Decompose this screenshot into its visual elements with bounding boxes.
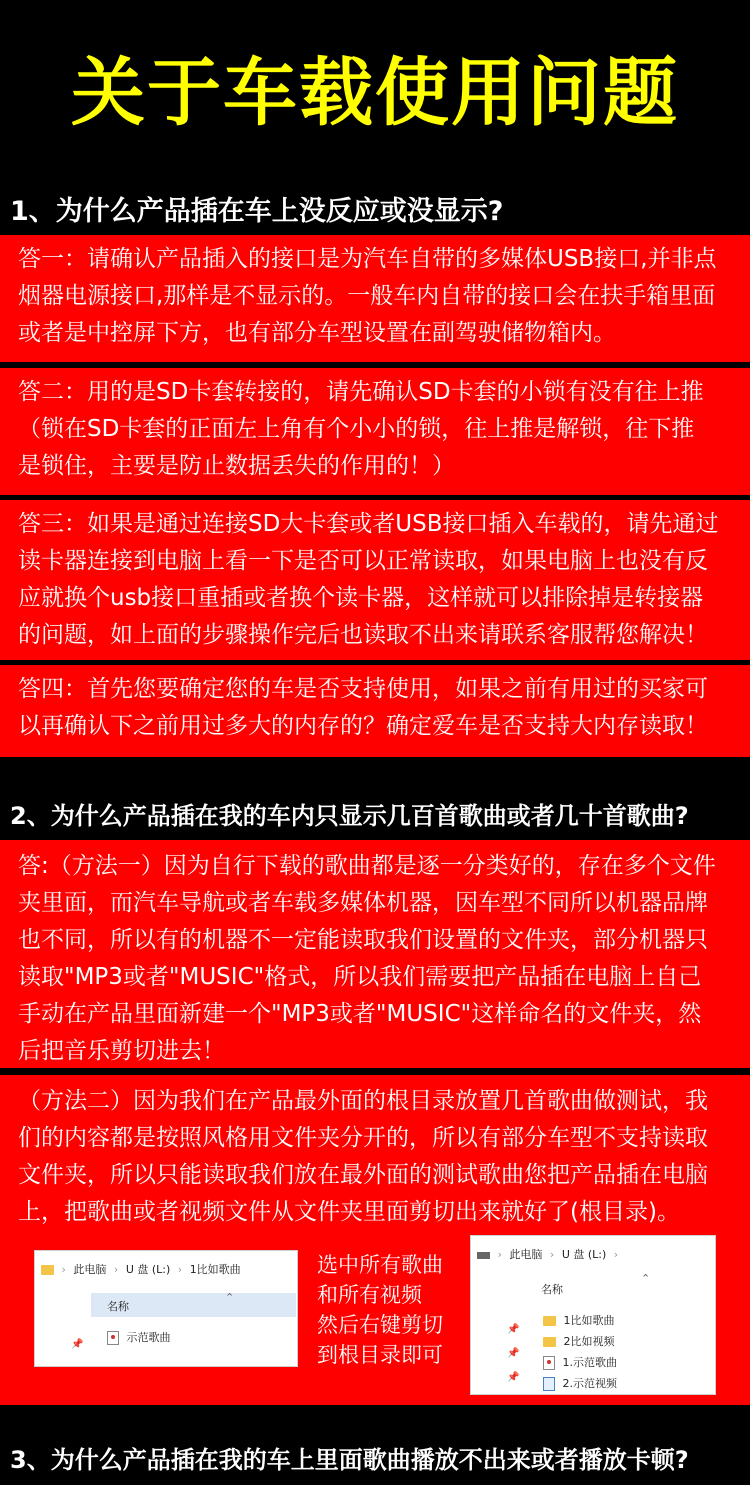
breadcrumb: › 此电脑 › U 盘 (L:) › [477, 1246, 622, 1262]
sort-caret-icon: ⌃ [641, 1272, 651, 1285]
breadcrumb-item[interactable]: U 盘 (L:) [561, 1248, 607, 1261]
sort-caret-icon: ⌃ [225, 1291, 235, 1304]
file-row[interactable] [543, 1375, 617, 1391]
method-2-line: 上，把歌曲或者视频文件从文件夹里面剪切出来就好了(根目录)。 [18, 1199, 680, 1225]
pin-icon: 📌 [507, 1324, 520, 1335]
answer-3-box [0, 500, 750, 660]
breadcrumb: › 此电脑 › U 盘 (L:) › 1比如歌曲 [41, 1261, 241, 1277]
folder-icon [41, 1265, 54, 1275]
folder-icon [543, 1337, 556, 1347]
method-2-line: （方法二）因为我们在产品最外面的根目录放置几首歌曲做测试，我 [18, 1088, 708, 1114]
answer-1-line: 答一：请确认产品插入的接口是为汽车自带的多媒体USB接口,并非点 [18, 246, 717, 272]
video-file-icon [543, 1377, 555, 1391]
breadcrumb-item[interactable]: 此电脑 [509, 1248, 543, 1261]
note-line: 和所有视频 [317, 1283, 422, 1307]
method-1-box [0, 840, 750, 1068]
method-2-line: 文件夹，所以只能读取我们放在最外面的测试歌曲您把产品插在电脑 [18, 1162, 708, 1188]
question-1: 1、为什么产品插在车上没反应或没显示? [10, 196, 504, 227]
pin-icon: 📌 [507, 1348, 520, 1359]
file-name: 示范歌曲 [126, 1331, 171, 1344]
answer-1-line: 或者是中控屏下方，也有部分车型设置在副驾驶储物箱内。 [18, 320, 616, 346]
column-header[interactable] [527, 1272, 707, 1298]
page-title: 关于车载使用问题 [71, 50, 679, 136]
answer-3-line: 的问题，如上面的步骤操作完后也读取不出来请联系客服帮您解决！ [18, 622, 708, 648]
answer-4-line: 答四：首先您要确定您的车是否支持使用，如果之前有用过的买家可 [18, 676, 708, 702]
file-row[interactable] [543, 1354, 617, 1370]
method-2-line: 们的内容都是按照风格用文件夹分开的，所以有部分车型不支持读取 [18, 1125, 708, 1151]
folder-icon [543, 1316, 556, 1326]
instruction-note [317, 1250, 443, 1370]
method-1-line: 也不同，所以有的机器不一定能读取我们设置的文件夹，部分机器只 [18, 927, 708, 953]
explorer-window-before [34, 1250, 298, 1367]
method-1-line: 夹里面，而汽车导航或者车载多媒体机器，因车型不同所以机器品牌 [18, 890, 708, 916]
file-name: 1比如歌曲 [563, 1314, 615, 1327]
answer-4-line: 以再确认下之前用过多大的内存的？确定爱车是否支持大内存读取！ [18, 713, 708, 739]
method-1-line: 后把音乐剪切进去！ [18, 1038, 225, 1064]
file-row[interactable] [107, 1329, 171, 1345]
answer-3-line: 答三：如果是通过连接SD大卡套或者USB接口插入车载的，请先通过 [18, 511, 719, 537]
music-file-icon [107, 1331, 119, 1345]
column-header[interactable] [91, 1293, 296, 1317]
note-line: 到根目录即可 [317, 1343, 443, 1367]
answer-2-line: （锁在SD卡套的正面左上角有个小小的锁，往上推是解锁，往下推 [18, 416, 695, 442]
pin-icon: 📌 [71, 1339, 84, 1350]
file-name: 2.示范视频 [562, 1377, 617, 1390]
answer-4-box [0, 665, 750, 757]
name-column-label: 名称 [541, 1283, 563, 1296]
answer-2-box [0, 368, 750, 495]
name-column-label: 名称 [107, 1300, 129, 1313]
method-1-line: 答:（方法一）因为自行下载的歌曲都是逐一分类好的，存在多个文件 [18, 853, 716, 879]
file-name: 2比如视频 [563, 1335, 615, 1348]
explorer-window-after [470, 1235, 716, 1395]
note-line: 然后右键剪切 [317, 1313, 443, 1337]
file-name: 1.示范歌曲 [562, 1356, 617, 1369]
file-row[interactable] [543, 1312, 615, 1328]
method-1-line: 手动在产品里面新建一个"MP3或者"MUSIC"这样命名的文件夹，然 [18, 1001, 702, 1027]
answer-2-line: 是锁住，主要是防止数据丢失的作用的！） [18, 453, 455, 479]
question-2: 2、为什么产品插在我的车内只显示几百首歌曲或者几十首歌曲? [10, 802, 689, 830]
answer-2-line: 答二：用的是SD卡套转接的，请先确认SD卡套的小锁有没有往上推 [18, 379, 704, 405]
drive-icon [477, 1252, 490, 1259]
answer-1-line: 烟器电源接口,那样是不显示的。一般车内自带的接口会在扶手箱里面 [18, 283, 716, 309]
answer-3-line: 读卡器连接到电脑上看一下是否可以正常读取，如果电脑上也没有反 [18, 548, 708, 574]
pin-icon: 📌 [507, 1372, 520, 1383]
music-file-icon [543, 1356, 555, 1370]
breadcrumb-item[interactable]: U 盘 (L:) [125, 1263, 171, 1276]
answer-3-line: 应就换个usb接口重插或者换个读卡器，这样就可以排除掉是转接器 [18, 585, 704, 611]
question-3: 3、为什么产品插在我的车上里面歌曲播放不出来或者播放卡顿? [10, 1446, 689, 1474]
method-1-line: 读取"MP3或者"MUSIC"格式，所以我们需要把产品插在电脑上自己 [18, 964, 702, 990]
note-line: 选中所有歌曲 [317, 1253, 443, 1277]
file-row[interactable] [543, 1333, 615, 1349]
answer-1-box [0, 235, 750, 362]
breadcrumb-item[interactable]: 1比如歌曲 [189, 1263, 241, 1276]
breadcrumb-item[interactable]: 此电脑 [73, 1263, 107, 1276]
